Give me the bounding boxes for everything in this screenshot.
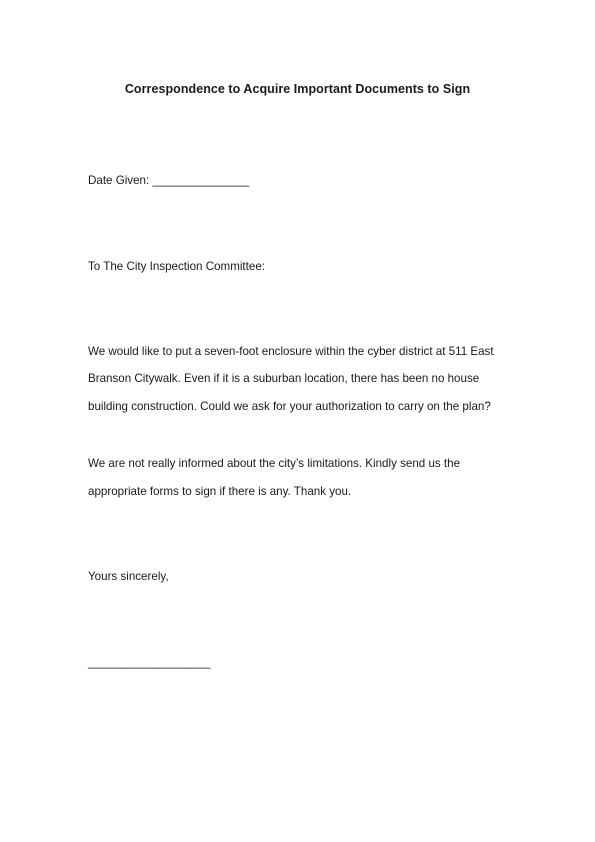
paragraph-2-line-2: appropriate forms to sign if there is any. Thank you. [88, 485, 352, 498]
paragraph-1-line-2: Branson Citywalk. Even if it is a suburban location, there has been no house [88, 372, 480, 385]
date-given-line: Date Given: _______________ [88, 174, 250, 187]
paragraph-1-line-1: We would like to put a seven-foot enclosure within the cyber district at 511 East [88, 345, 494, 358]
salutation: To The City Inspection Committee: [88, 260, 265, 273]
closing: Yours sincerely, [88, 570, 169, 583]
signature-line: ___________________ [88, 656, 211, 669]
document-title: Correspondence to Acquire Important Documents to Sign [124, 82, 471, 96]
paragraph-1-line-3: building construction. Could we ask for your authorization to carry on the plan? [88, 400, 491, 413]
paragraph-2-line-1: We are not really informed about the city’s limitations. Kindly send us the [88, 457, 461, 470]
